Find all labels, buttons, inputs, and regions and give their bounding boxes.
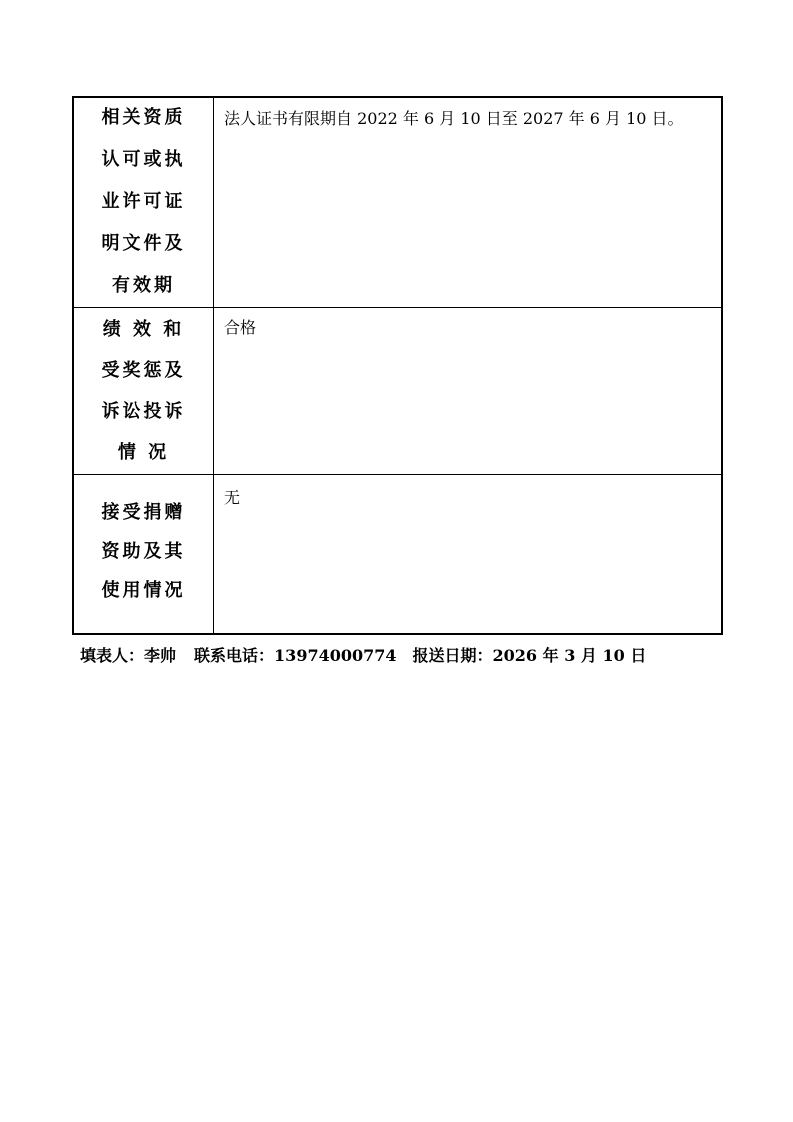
- row-label-line: 受奖惩及: [101, 359, 186, 381]
- row-label-line: 认可或执: [101, 149, 186, 170]
- info-form-table: [72, 96, 723, 635]
- row-label-line: 诉讼投诉: [101, 400, 186, 422]
- row-label-line: 情 况: [117, 441, 170, 463]
- table-row: [73, 307, 722, 474]
- table-row: [73, 97, 722, 307]
- row-label-line: 相关资质: [101, 107, 186, 128]
- form-footer: [80, 645, 646, 667]
- row-label-line: 使用情况: [101, 579, 186, 601]
- row-label-performance: [73, 307, 214, 474]
- row-label-line: 绩 效 和: [102, 318, 185, 340]
- phone-label: 联系电话：: [194, 646, 275, 665]
- filler-name: 李帅: [144, 646, 177, 665]
- row-label-line: 有效期: [112, 275, 175, 296]
- report-date-label: 报送日期：: [412, 646, 493, 665]
- row-label-line: 资助及其: [101, 540, 186, 562]
- row-label-donations: [73, 474, 214, 634]
- row-content-donations: 无: [214, 474, 723, 634]
- row-label-line: 接受捐赠: [101, 501, 186, 523]
- row-content-performance: 合格: [214, 307, 723, 474]
- filler-label: 填表人：: [80, 646, 145, 665]
- report-date-value: 2026 年 3 月 10 日: [492, 646, 647, 665]
- table-row: [73, 474, 722, 634]
- row-label-qualifications: [73, 97, 214, 307]
- row-label-line: 业许可证: [101, 191, 186, 212]
- phone-value: 13974000774: [274, 646, 397, 665]
- row-content-qualifications: 法人证书有限期自 2022 年 6 月 10 日至 2027 年 6 月 10 日。: [214, 97, 723, 307]
- row-label-line: 明文件及: [101, 233, 186, 254]
